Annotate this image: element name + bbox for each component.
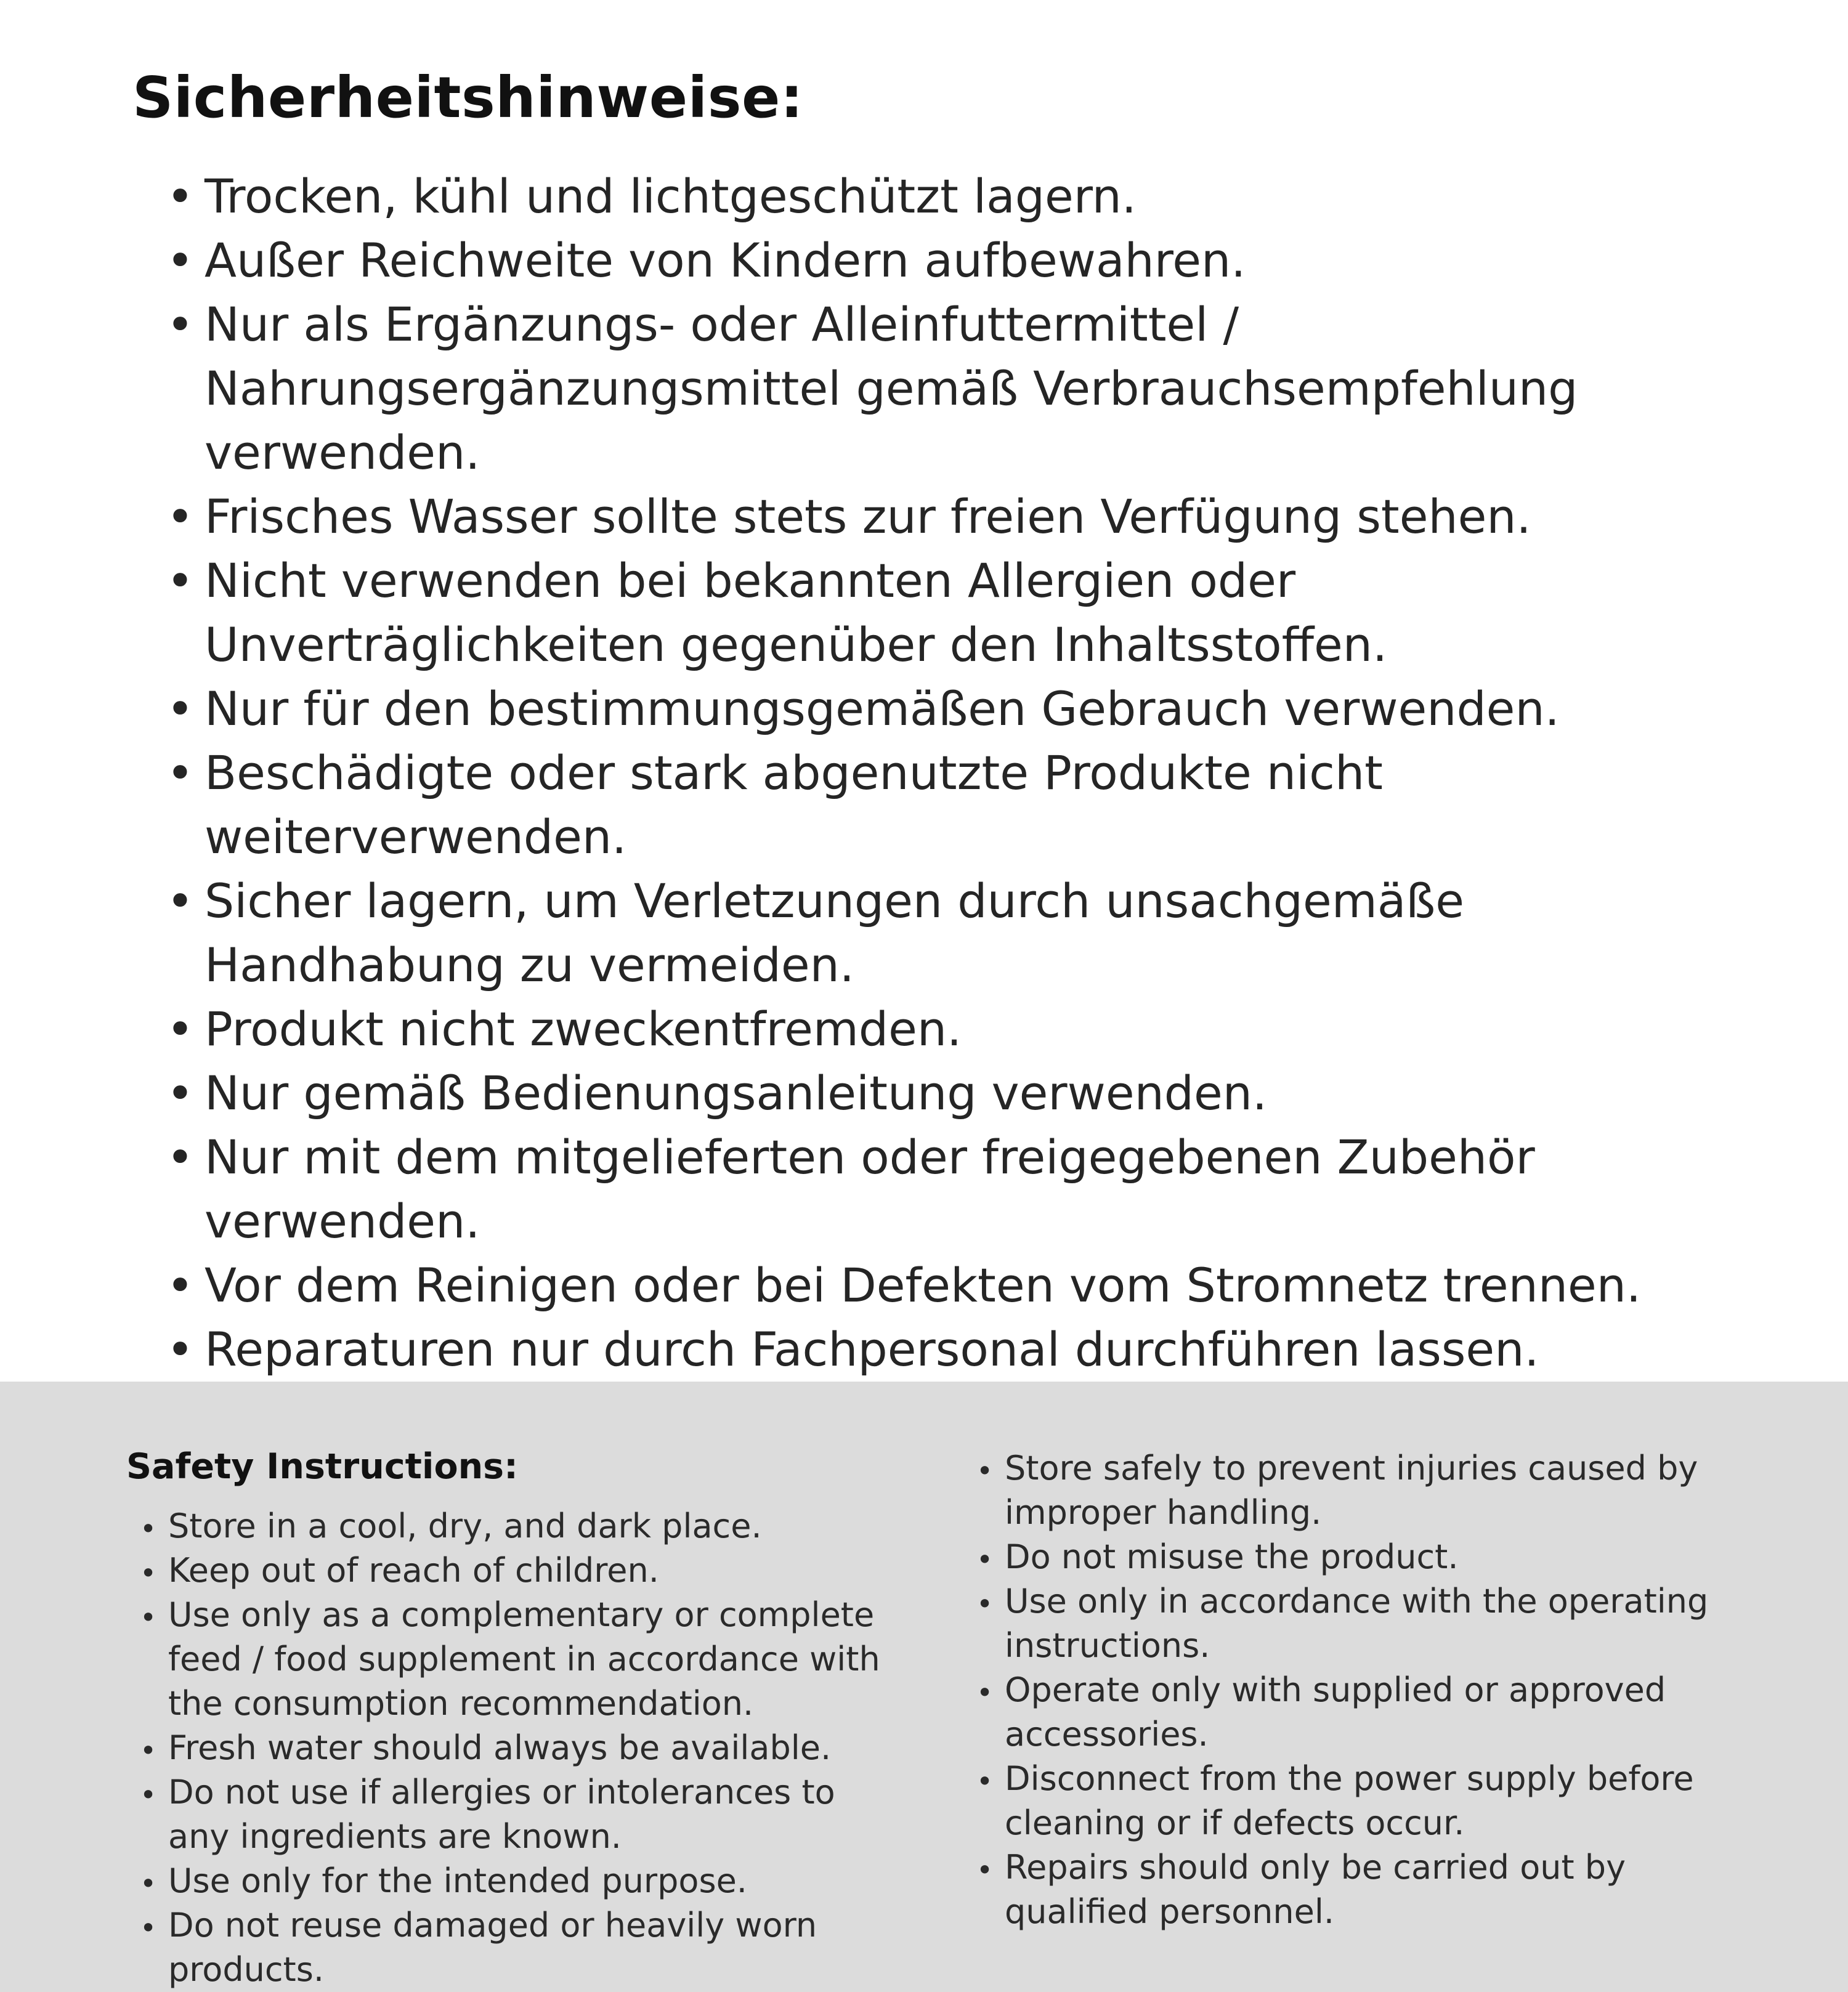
english-safety-list-left xyxy=(126,1504,906,1992)
list-item: • Nur als Ergänzungs- oder Alleinfuttermittel / Nahrungsergänzungsmittel gemäß Verbrauchsempfehlung verwenden. xyxy=(166,293,1743,485)
list-item: • Use only in accordance with the operating instructions. xyxy=(976,1579,1756,1668)
list-item: • Produkt nicht zweckentfremden. xyxy=(166,997,1743,1061)
list-item: • Nur für den bestimmungsgemäßen Gebrauch verwenden. xyxy=(166,677,1743,741)
list-item: • Do not misuse the product. xyxy=(976,1535,1756,1579)
list-item: • Nicht verwenden bei bekannten Allergien oder Unverträglichkeiten gegenüber den Inhaltsstoffen. xyxy=(166,549,1743,677)
english-left-column xyxy=(126,1446,906,1992)
english-right-column xyxy=(976,1446,1756,1992)
list-item: • Operate only with supplied or approved accessories. xyxy=(976,1668,1756,1757)
german-section-title: Sicherheitshinweise: xyxy=(132,65,804,131)
list-item: • Use only for the intended purpose. xyxy=(140,1859,906,1903)
english-safety-list-right xyxy=(976,1446,1756,1934)
list-item: • Disconnect from the power supply before cleaning or if defects occur. xyxy=(976,1757,1756,1845)
list-item: • Fresh water should always be available. xyxy=(140,1726,906,1770)
german-safety-list xyxy=(166,164,1743,1382)
list-item: • Vor dem Reinigen oder bei Defekten vom Stromnetz trennen. xyxy=(166,1253,1743,1318)
list-item: • Store safely to prevent injuries caused by improper handling. xyxy=(976,1446,1756,1535)
list-item: • Nur gemäß Bedienungsanleitung verwenden. xyxy=(166,1061,1743,1125)
list-item: • Außer Reichweite von Kindern aufbewahren. xyxy=(166,229,1743,293)
list-item: • Keep out of reach of children. xyxy=(140,1549,906,1593)
list-item: • Do not use if allergies or intolerances to any ingredients are known. xyxy=(140,1770,906,1859)
english-safety-section xyxy=(0,1382,1848,1992)
list-item: • Beschädigte oder stark abgenutzte Produkte nicht weiterverwenden. xyxy=(166,741,1743,869)
list-item: • Nur mit dem mitgelieferten oder freigegebenen Zubehör verwenden. xyxy=(166,1125,1743,1253)
list-item: • Reparaturen nur durch Fachpersonal durchführen lassen. xyxy=(166,1318,1743,1382)
english-section-title: Safety Instructions: xyxy=(126,1446,518,1487)
list-item: • Sicher lagern, um Verletzungen durch unsachgemäße Handhabung zu vermeiden. xyxy=(166,869,1743,997)
list-item: • Trocken, kühl und lichtgeschützt lagern. xyxy=(166,164,1743,229)
list-item: • Use only as a complementary or complete feed / food supplement in accordance with the consumption recommendation. xyxy=(140,1593,906,1726)
list-item: • Store in a cool, dry, and dark place. xyxy=(140,1504,906,1549)
list-item: • Do not reuse damaged or heavily worn products. xyxy=(140,1903,906,1992)
list-item: • Repairs should only be carried out by qualified personnel. xyxy=(976,1845,1756,1934)
list-item: • Frisches Wasser sollte stets zur freien Verfügung stehen. xyxy=(166,485,1743,549)
